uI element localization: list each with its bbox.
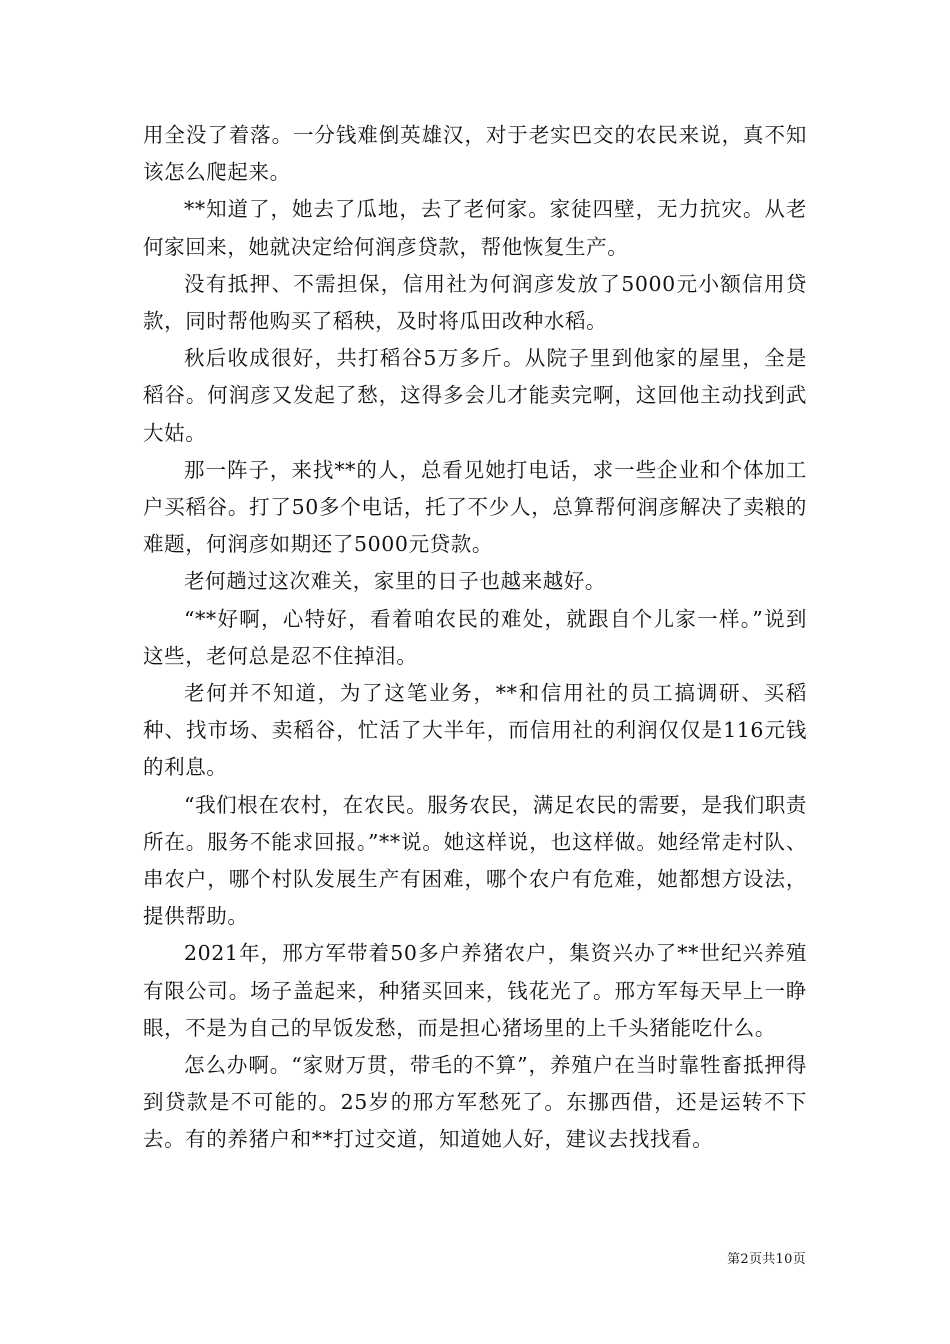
page-number-footer: 第2页共10页 (727, 1252, 806, 1267)
body-text (143, 117, 807, 1159)
paragraph-6: 老何趟过这次难关，家里的日子也越来越好。 (184, 569, 606, 594)
paragraph-7: “**好啊，心特好，看着咱农民的难处，就跟自个儿家一样。”说到这些，老何总是忍不住掉泪。 (143, 606, 807, 668)
paragraph-1: 用全没了着落。一分钱难倒英雄汉，对于老实巴交的农民来说，真不知该怎么爬起来。 (143, 123, 807, 185)
paragraph-5: 那一阵子，来找**的人，总看见她打电话，求一些企业和个体加工户买稻谷。打了50多个电话，托了不少人，总算帮何润彦解决了卖粮的难题，何润彦如期还了5000元贷款。 (143, 457, 807, 557)
paragraph-11: 怎么办啊。“家财万贯，带毛的不算”，养殖户在当时靠牲畜抵押得到贷款是不可能的。25岁的邢方军愁死了。东挪西借，还是运转不下去。有的养猪户和**打过交道，知道她人好，建议去找找看。 (143, 1053, 807, 1152)
paragraph-3: 没有抵押、不需担保，信用社为何润彦发放了5000元小额信用贷款，同时帮他购买了稻秧，及时将瓜田改种水稻。 (143, 271, 807, 334)
paragraph-4: 秋后收成很好，共打稻谷5万多斤。从院子里到他家的屋里，全是稻谷。何润彦又发起了愁，这得多会儿才能卖完啊，这回他主动找到武大姑。 (143, 346, 807, 445)
paragraph-8: 老何并不知道，为了这笔业务，**和信用社的员工搞调研、买稻种、找市场、卖稻谷，忙活了大半年，而信用社的利润仅仅是116元钱的利息。 (143, 681, 807, 780)
paragraph-9: “我们根在农村，在农民。服务农民，满足农民的需要，是我们职责所在。服务不能求回报。”**说。她这样说，也这样做。她经常走村队、串农户，哪个村队发展生产有困难，哪个农户有危难，她都想方设法，提供帮助。 (143, 792, 807, 929)
paragraph-2: **知道了，她去了瓜地，去了老何家。家徒四壁，无力抗灾。从老何家回来，她就决定给何润彦贷款，帮他恢复生产。 (143, 197, 807, 259)
paragraph-10: 2021年，邢方军带着50多户养猪农户，集资兴办了**世纪兴养殖有限公司。场子盖起来，种猪买回来，钱花光了。邢方军每天早上一睁眼，不是为自己的早饭发愁，而是担心猪场里的上千头猪能吃什么。 (143, 941, 807, 1040)
